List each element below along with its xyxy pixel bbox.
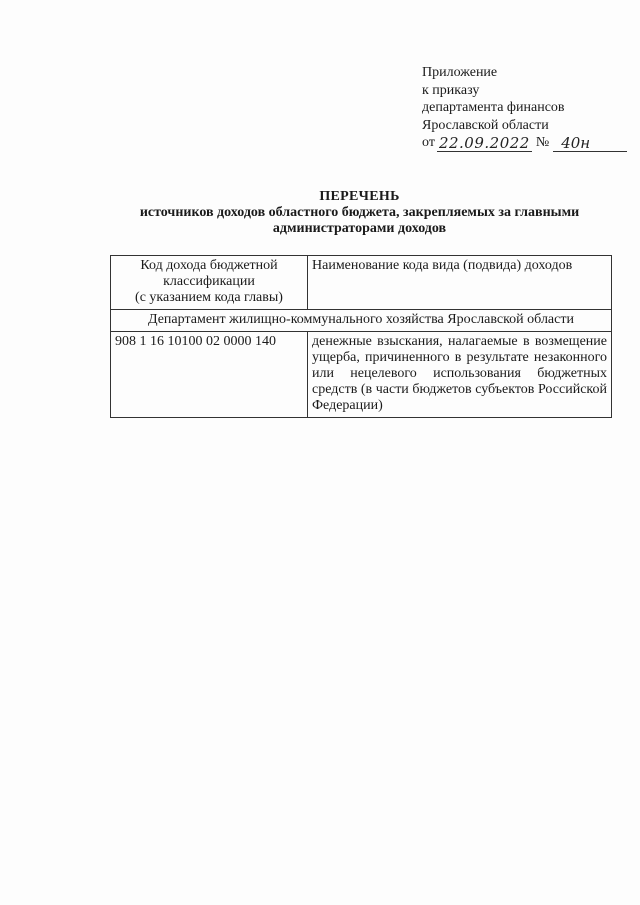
income-name-cell: денежные взыскания, налагаемые в возмещение ущерба, причиненного в результате незаконного или нецелевого использования бюджетных средств (в части бюджетов субъектов Российской Федерации) (308, 332, 612, 418)
title-heading: ПЕРЕЧЕНЬ (319, 189, 400, 204)
handwritten-date: 22.09.2022 (438, 133, 530, 152)
order-date-number-line (422, 134, 627, 152)
appendix-line-3: департамента финансов (422, 100, 565, 115)
header-code-line-2: классификации (163, 274, 255, 289)
title-line-1: источников доходов областного бюджета, закрепляемых за главными (139, 205, 580, 220)
from-label: от (422, 135, 435, 150)
table-row (111, 332, 612, 418)
department-cell: Департамент жилищно-коммунального хозяйства Ярославской области (111, 310, 612, 332)
revenue-sources-table (110, 255, 612, 418)
handwritten-number: 40н (553, 135, 627, 152)
number-label: № (535, 135, 550, 150)
appendix-block (422, 64, 627, 152)
header-code-line-3: (с указанием кода главы) (135, 290, 283, 305)
header-name-cell: Наименование кода вида (подвида) доходов (308, 256, 612, 310)
title-line-2: администраторами доходов (272, 221, 447, 236)
header-code-cell (111, 256, 308, 310)
table-header-row (111, 256, 612, 310)
department-row (111, 310, 612, 332)
document-title (108, 189, 611, 237)
appendix-line-4: Ярославской области (422, 117, 549, 133)
income-code-cell: 908 1 16 10100 02 0000 140 (111, 332, 308, 418)
appendix-line-1: Приложение (422, 65, 498, 80)
appendix-line-2: к приказу (422, 82, 480, 98)
header-code-line-1: Код дохода бюджетной (140, 258, 278, 273)
